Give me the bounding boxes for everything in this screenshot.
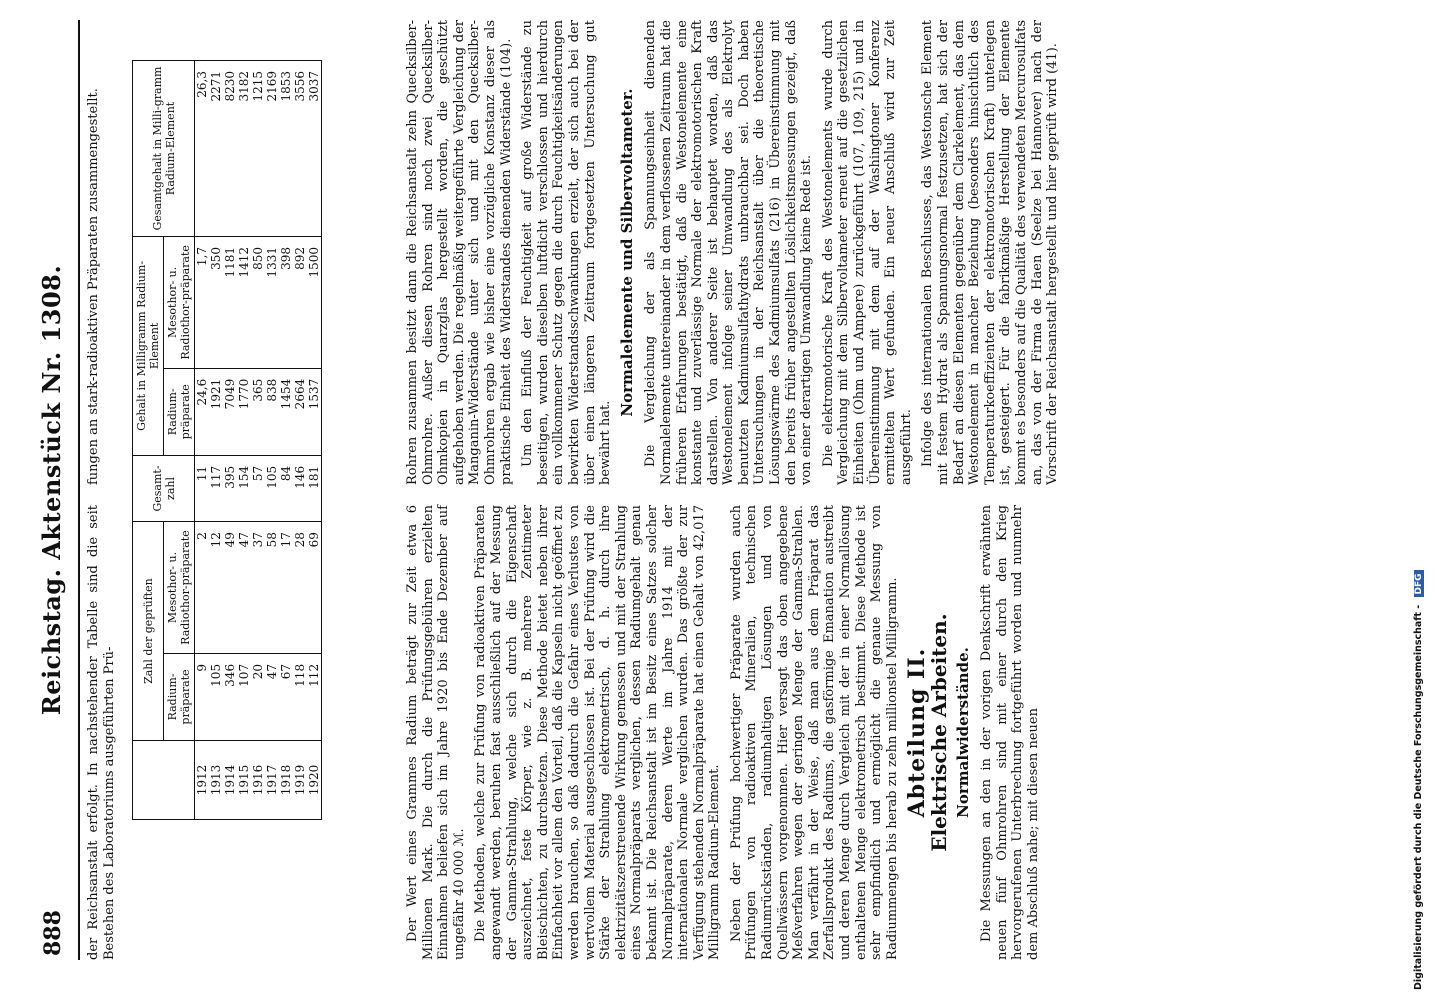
table-cell: 146: [293, 455, 307, 521]
table-cell: 28: [293, 522, 307, 654]
table-row: [307, 61, 322, 820]
table-cell: 1916: [251, 741, 265, 820]
table-cell: 49: [223, 522, 237, 654]
table-cell: 2169: [265, 61, 279, 237]
col-year: [133, 741, 195, 820]
column-right: [405, 20, 1067, 485]
table-cell: 365: [251, 368, 265, 455]
th-radium2: Radium-präparate: [164, 368, 195, 455]
digitization-text: Digitalisierung gefördert durch die Deutsche Forschungsgemeinschaft -: [1413, 604, 1424, 990]
table-cell: 2664: [293, 368, 307, 455]
table-cell: 1412: [237, 236, 251, 368]
subsection-heading: Normalelemente und Silbervoltameter.: [617, 88, 636, 417]
table-cell: 1912: [195, 741, 210, 820]
table-cell: 12: [209, 522, 223, 654]
table-cell: 58: [265, 522, 279, 654]
table-cell: 346: [223, 653, 237, 740]
table-cell: 84: [279, 455, 293, 521]
subsection-heading: Normalwiderstände.: [953, 647, 972, 818]
table-row: [265, 61, 279, 820]
table-cell: 20: [251, 653, 265, 740]
table-cell: 1537: [307, 368, 322, 455]
table-cell: 118: [293, 653, 307, 740]
paragraph: Um den Einfluß der Feuchtigkeit auf große Widerstände zu beseitigen, wurden dieselben luftdicht verschlossen und hierdurch ein vollkommener Schutz gegen die durch Feuchtigkeitsänderungen bewirkten Widerstandsschwankungen erzielt, der sich auch bei der über einen längeren Zeitraum fortgesetzten Untersuchung gut bewährt hat.: [520, 20, 614, 485]
table-cell: 1331: [265, 236, 279, 368]
table-cell: 1215: [251, 61, 265, 237]
table-cell: 1181: [223, 236, 237, 368]
table-cell: 1913: [209, 741, 223, 820]
rotated-page: [37, 20, 1340, 960]
table-cell: 1,7: [195, 236, 210, 368]
intro-right: [86, 20, 108, 485]
paragraph: Neben der Prüfung hochwertiger Präparate wurden auch Prüfungen von radioaktiven Mineralien, technischen Radiumrückständen, radiumhaltigen Lösungen und von Quellwässern vorgenommen. Hier versagt das oben angegebene Meßverfahren wegen der geringen Menge der Gamma-Strahlen. Man verfährt in der Weise, daß man aus dem Präparat das Zerfallsprodukt des Radiums, die gasförmige Emanation austreibt und deren Menge durch Vergleich mit der in einer Normallösung enthaltenen Menge elektrometrisch bestimmt. Diese Methode ist sehr empfindlich und ermöglicht die genaue Messung von Radiummengen bis herab zu zehn millionstel Milligramm.: [728, 505, 900, 960]
table-cell: 350: [209, 236, 223, 368]
table-cell: 57: [251, 455, 265, 521]
section-heading: Abteilung II.: [904, 647, 931, 818]
intro-left-text: der Reichsanstalt erfolgt. In nachstehender Tabelle sind die seit Bestehen des Laboratoriums ausgeführten Prü-: [86, 505, 117, 960]
statistics-table: [132, 60, 322, 820]
table-cell: 37: [251, 522, 265, 654]
table-cell: 398: [279, 236, 293, 368]
statistics-table-wrap: [132, 20, 322, 820]
table-cell: 1917: [265, 741, 279, 820]
table-cell: 112: [307, 653, 322, 740]
table-cell: 1915: [237, 741, 251, 820]
table-cell: 67: [279, 653, 293, 740]
th-gesamt: Gesamt-zahl: [133, 455, 195, 521]
table-cell: 2: [195, 522, 210, 654]
table-cell: 8230: [223, 61, 237, 237]
table-cell: 69: [307, 522, 322, 654]
section-title: Elektrische Arbeiten.: [927, 613, 951, 852]
table-cell: 17: [279, 522, 293, 654]
table-cell: 105: [265, 455, 279, 521]
table-cell: 892: [293, 236, 307, 368]
page-header: [37, 20, 80, 960]
paragraph: Der Wert eines Grammes Radium beträgt zur Zeit etwa 6 Millionen Mark. Die durch die Prüfungsgebühren erzielten Einnahmen beliefen sich im Jahre 1920 bis Ende Dezember auf ungefähr 40 000 ℳ.: [405, 505, 467, 960]
th-gehalt: Gehalt in Milligramm Radium-Element: [133, 236, 164, 455]
table-cell: 3037: [307, 61, 322, 237]
table-cell: 107: [237, 653, 251, 740]
table-row: [195, 61, 210, 820]
table-cell: 47: [237, 522, 251, 654]
th-meso: Mesothor- u. Radiothor-präparate: [164, 522, 195, 654]
th-zahl: Zahl der geprüften: [133, 522, 164, 741]
column-left: [405, 505, 1048, 960]
table-cell: 47: [265, 653, 279, 740]
table-cell: 838: [265, 368, 279, 455]
th-radium: Radium-präparate: [164, 653, 195, 740]
table-cell: 181: [307, 455, 322, 521]
intro-left: [86, 505, 123, 960]
dfg-logo: DFG: [1414, 570, 1424, 597]
table-cell: 105: [209, 653, 223, 740]
th-gesamtgehalt: Gesamtgehalt in Milli-gramm Radium-Element: [133, 61, 195, 237]
table-cell: 2271: [209, 61, 223, 237]
page-title: Reichstag. Aktenstück Nr. 1308.: [37, 264, 66, 716]
table-cell: 1918: [279, 741, 293, 820]
digitization-note: [1410, 0, 1430, 1000]
table-cell: 11: [195, 455, 210, 521]
table-cell: 26,3: [195, 61, 210, 237]
table-cell: 1454: [279, 368, 293, 455]
table-cell: 1919: [293, 741, 307, 820]
table-row: [251, 61, 265, 820]
table-row: [209, 61, 223, 820]
table-cell: 3182: [237, 61, 251, 237]
table-cell: 1921: [209, 368, 223, 455]
table-cell: 1853: [279, 61, 293, 237]
th-meso2: Mesothor- u. Radiothor-präparate: [164, 236, 195, 368]
paragraph: Die Vergleichung der als Spannungseinheit dienenden Normalelemente untereinander in dem verflossenen Zeitraum hat die früheren Erfahrungen bestätigt, daß die Westonelemente eine konstante und zuverlässige Normale der elektromotorischen Kraft darstellen. Von anderer Seite ist behauptet worden, daß das Westonelement infolge seiner Umwandlung des als Elektrolyt benutzten Kadmiumsulfathydrats unbrauchbar sei. Doch haben Untersuchungen in der Reichsanstalt über die theoretische Lösungswärme des Kadmiumsulfats (216) in Übereinstimmung mit den bereits früher angestellten Löslichkeitsmessungen gezeigt, daß von einer derartigen Umwandlung keine Rede ist.: [643, 20, 815, 485]
table-cell: 3556: [293, 61, 307, 237]
table-row: [223, 61, 237, 820]
table-cell: 1920: [307, 741, 322, 820]
table-cell: 7049: [223, 368, 237, 455]
intro-right-text: fungen an stark-radioaktiven Präparaten zusammengestellt.: [86, 88, 101, 485]
table-cell: 395: [223, 455, 237, 521]
table-cell: 1500: [307, 236, 322, 368]
table-cell: 1914: [223, 741, 237, 820]
page-number: 888: [40, 910, 66, 956]
table-cell: 850: [251, 236, 265, 368]
table-cell: 154: [237, 455, 251, 521]
table-row: [237, 61, 251, 820]
paragraph: Die Messungen an den in der vorigen Denkschrift erwähnten neuen fünf Ohmrohren sind mit einer durch den Krieg hervorgerufenen Unterbrechung fortgeführt worden und nunmehr dem Abschluß nahe; mit diesen neuen: [979, 505, 1041, 960]
table-row: [279, 61, 293, 820]
paragraph: Die Methoden, welche zur Prüfung von radioaktiven Präparaten angewandt werden, beruhen fast ausschließlich auf der Messung der Gamma-Strahlung, welche sich durch die Eigenschaft auszeichnet, feste Körper, wie z. B. mehrere Zentimeter Bleischichten, zu durchsetzen. Diese Methode bietet neben ihrer Einfachheit vor allem den Vorteil, daß die Kapseln nicht geöffnet zu werden brauchen, so daß dadurch die Gefahr eines Verlustes von wertvollem Material ausgeschlossen ist. Bei der Prüfung wird die Stärke der Strahlung elektrometrisch, d. h. durch ihre elektrizitätszerstreuende Wirkung gemessen und mit der Strahlung eines Normalpräparats verglichen, dessen Radiumgehalt genau bekannt ist. Die Reichsanstalt ist im Besitz eines Satzes solcher Normalpräparate, deren Werte im Jahre 1914 mit der internationalen Normale verglichen wurden. Das größte der zur Verfügung stehenden Normalpräparate hat einen Gehalt von 42,017 Milligramm Radium-Element.: [473, 505, 723, 960]
table-cell: 24,6: [195, 368, 210, 455]
paragraph: Rohren zusammen besitzt dann die Reichsanstalt zehn Quecksilber-Ohmrohre. Außer diesen Rohren sind noch zwei Quecksilber-Ohmkopien in Quarzglas hergestellt worden, die geschützt aufgehoben werden. Die regelmäßig weitergeführte Vergleichung der Manganin-Widerstände unter sich und mit den Quecksilber-Ohmrohren ergab wie bisher eine vorzügliche Konstanz dieser als praktische Einheit des Widerstandes dienenden Widerstände (104).: [405, 20, 514, 485]
table-cell: 1770: [237, 368, 251, 455]
table-cell: 9: [195, 653, 210, 740]
table-row: [293, 61, 307, 820]
table-cell: 117: [209, 455, 223, 521]
paragraph: Die elektromotorische Kraft des Westonelements wurde durch Vergleichung mit dem Silbervoltameter erneut auf die gesetzlichen Einheiten (Ohm und Ampere) zurückgeführt (107, 109, 215) und in Übereinstimmung mit dem auf der Washingtoner Konferenz ermittelten Wert gefunden. Ein neuer Anschluß wird zur Zeit ausgeführt.: [820, 20, 914, 485]
paragraph: Infolge des internationalen Beschlusses, das Westonsche Element mit festem Hydrat als Spannungsnormal festzusetzen, hat sich der Bedarf an diesen Elementen gegenüber dem Clarkelement, das dem Westonelement in mancher Beziehung (besonders hinsichtlich des Temperaturkoeffizienten der elektromotorischen Kraft) unterlegen ist, gesteigert. Für die fabrikmäßige Herstellung der Elemente kommt es besonders auf die Qualität des verwendeten Mercurosulfats an, das von der Firma de Haen (Seelze bei Hannover) nach der Vorschrift der Reichsanstalt hergestellt und hier geprüft wird (41).: [920, 20, 1061, 485]
